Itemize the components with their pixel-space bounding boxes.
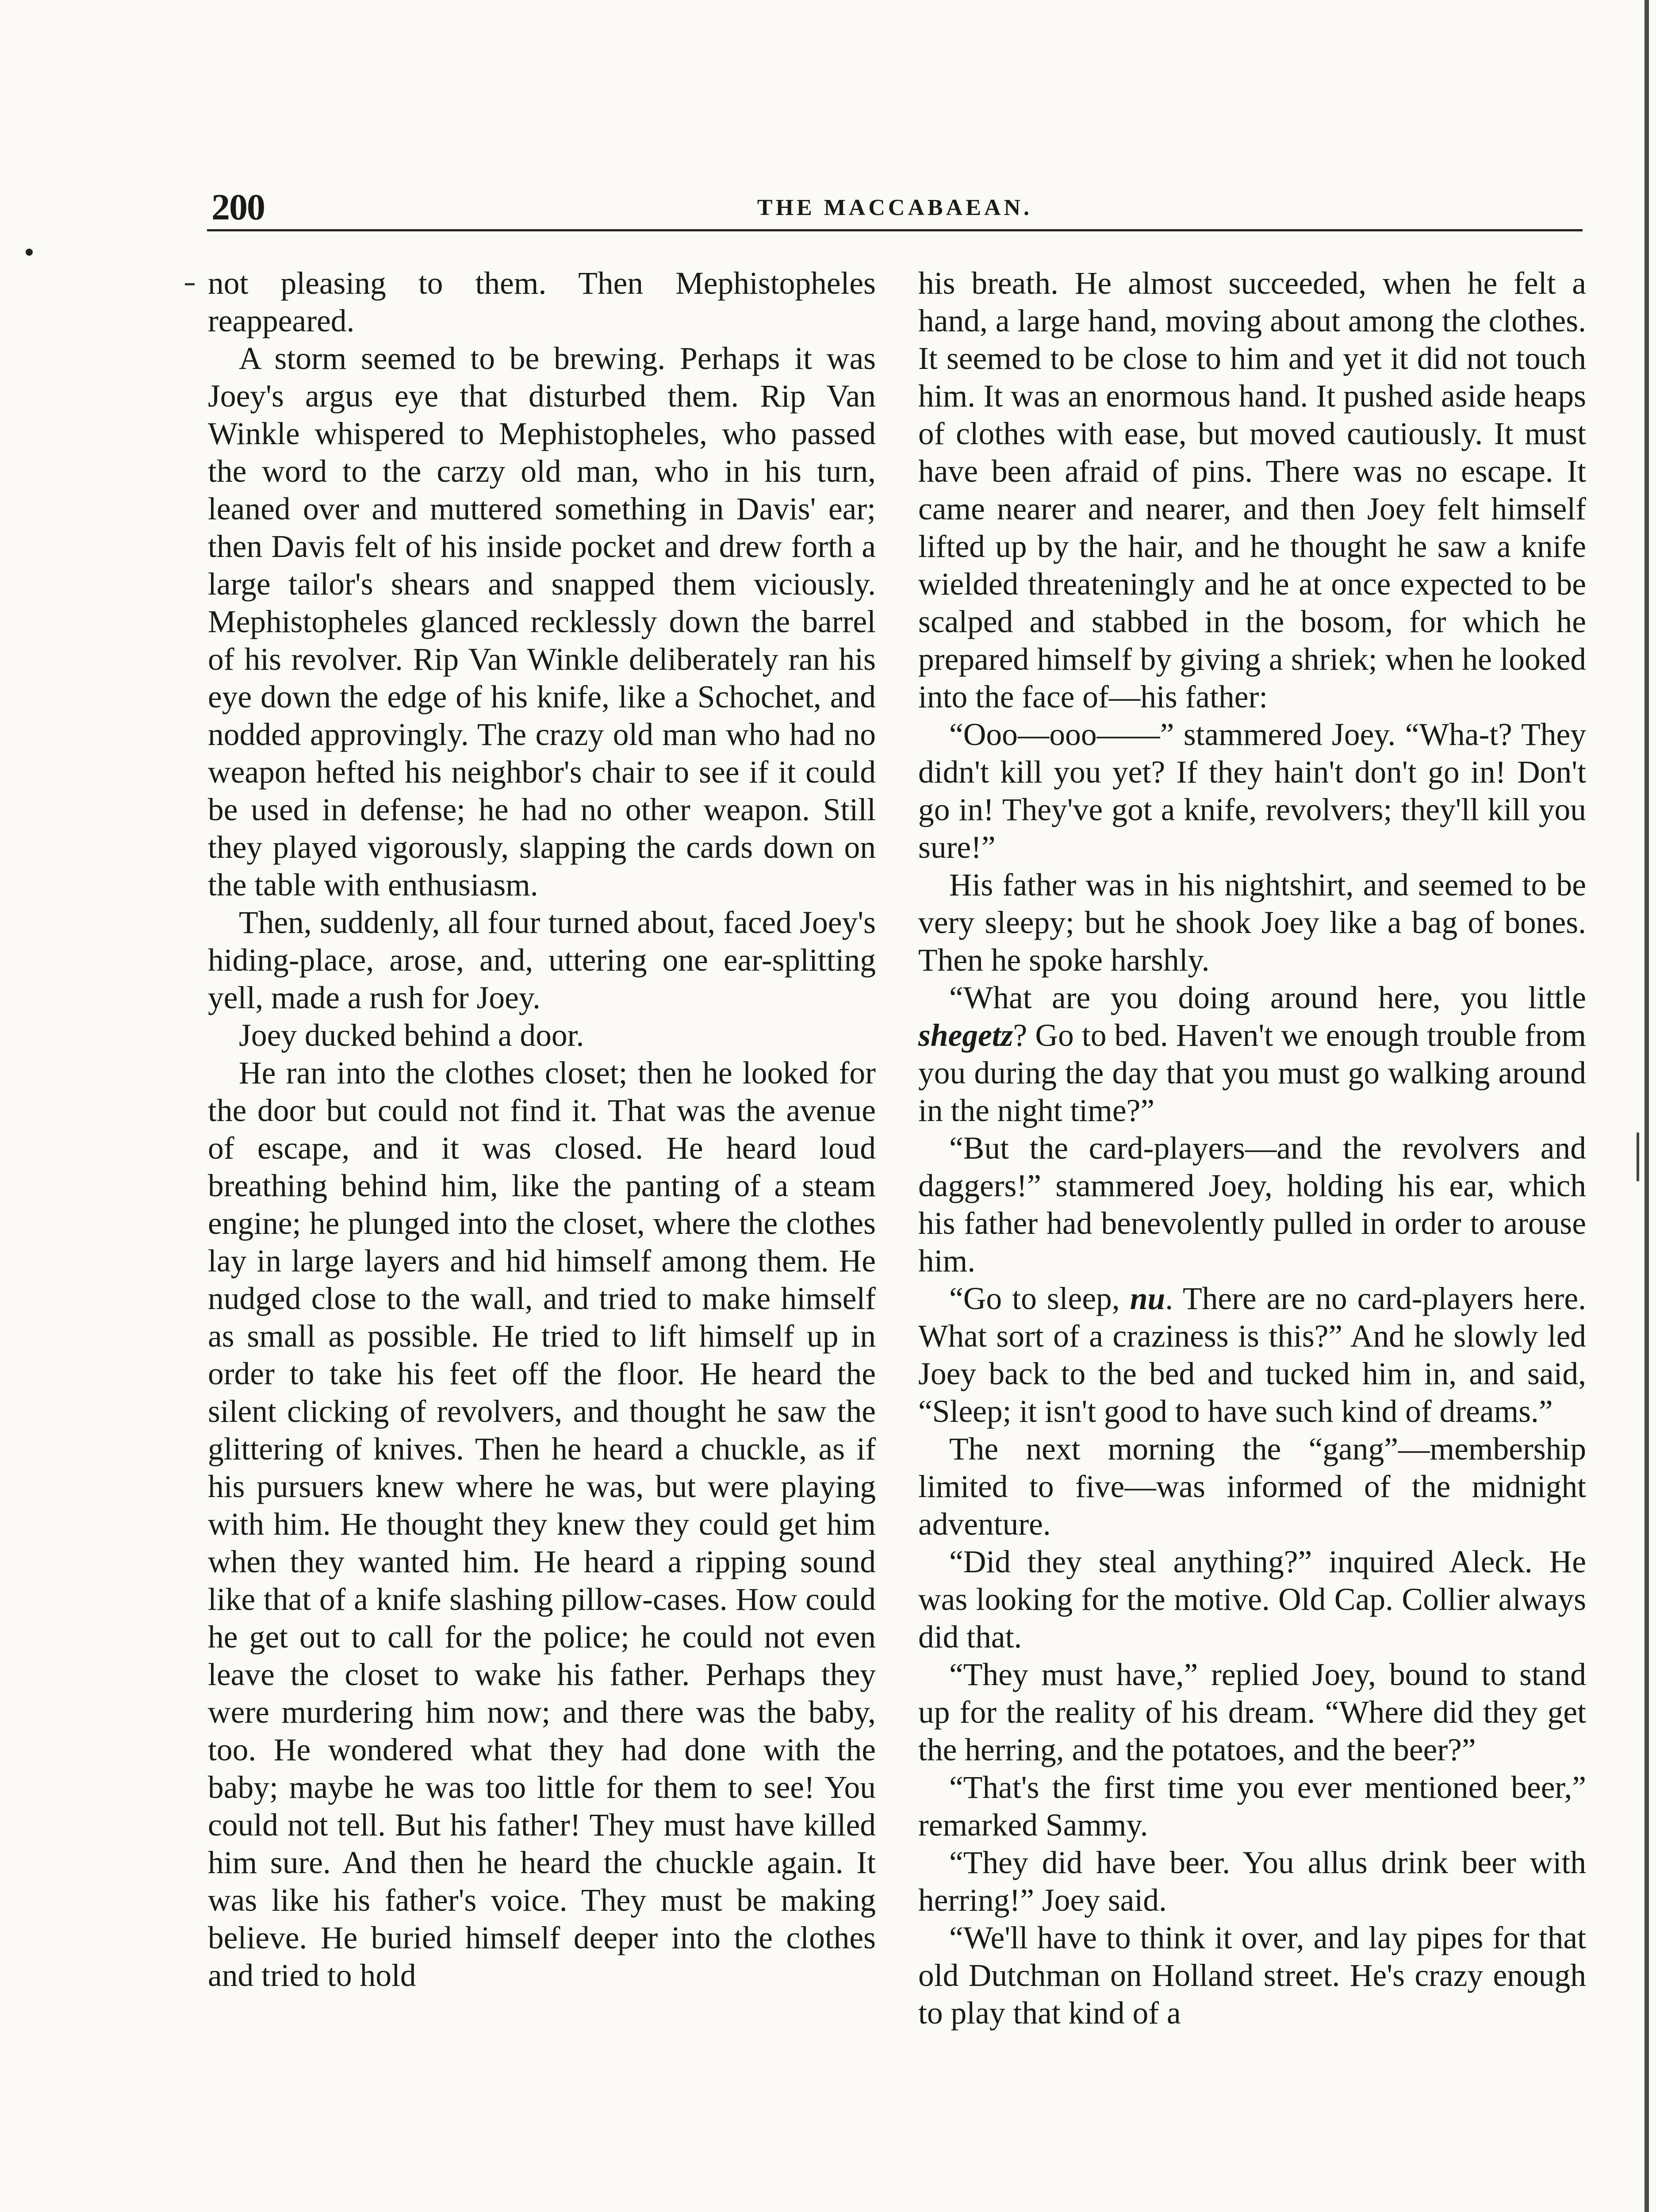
paragraph: “But the card-players—and the revolvers and daggers!” stammered Joey, holding his ear, which his father had benevolently pulled in order to arouse him. xyxy=(918,1131,1586,1279)
paragraph: “We'll have to think it over, and lay pipes for that old Dutchman on Holland street. He's crazy enough to play that kind of a xyxy=(918,1920,1586,2031)
paragraph: “Did they steal anything?” inquired Aleck. He was looking for the motive. Old Cap. Collier always did that. xyxy=(918,1544,1586,1655)
paragraph: The next morning the “gang”—membership limited to five—was informed of the midnight adventure. xyxy=(918,1432,1586,1542)
paragraph-text: . There are no card-players here. What sort of a craziness is this?” And he slowly led Joey back to the bed and tucked him in, and said, “Sleep; it isn't good to have such kind of dreams.” xyxy=(918,1281,1586,1429)
paragraph-text: ? Go to bed. Haven't we enough trouble from you during the day that you must go walking around in the night time?” xyxy=(918,1018,1586,1128)
paragraph: Joey ducked behind a door. xyxy=(239,1018,584,1053)
header-rule xyxy=(207,229,1583,231)
paragraph: “They did have beer. You allus drink beer with herring!” Joey said. xyxy=(918,1845,1586,1918)
paragraph-text: “What are you doing around here, you little xyxy=(949,980,1586,1015)
margin-mark xyxy=(26,249,33,256)
running-head: THE MACCABAEAN. xyxy=(757,195,1033,220)
paragraph xyxy=(918,1280,1586,1430)
paragraph-text: “Go to sleep, xyxy=(949,1281,1130,1316)
paragraph: “They must have,” replied Joey, bound to stand up for the reality of his dream. “Where did they get the herring, and the potatoes, and the beer?” xyxy=(918,1657,1586,1767)
page-edge-mark xyxy=(1637,1133,1639,1181)
page-number: 200 xyxy=(211,187,264,228)
page-edge-line xyxy=(1644,0,1649,2212)
italic-word: shegetz xyxy=(918,1018,1013,1053)
paragraph: Then, suddenly, all four turned about, faced Joey's hiding-place, arose, and, uttering one ear-splitting yell, made a rush for Joey. xyxy=(208,905,876,1015)
italic-word: nu xyxy=(1130,1281,1165,1316)
paragraph: his breath. He almost succeeded, when he felt a hand, a large hand, moving about among the clothes. It seemed to be close to him and yet it did not touch him. It was an enormous hand. It pushed aside heaps of clothes with ease, but moved cautiously. It must have been afraid of pins. There was no escape. It came nearer and nearer, and then Joey felt himself lifted up by the hair, and he thought he saw a knife wielded threateningly and he at once expected to be scalped and stabbed in the bosom, for which he prepared himself by giving a shriek; when he looked into the face of—his father: xyxy=(918,266,1586,714)
paragraph: His father was in his nightshirt, and seemed to be very sleepy; but he shook Joey like a bag of bones. Then he spoke harshly. xyxy=(918,868,1586,978)
right-column xyxy=(918,265,1586,2032)
paragraph: He ran into the clothes closet; then he looked for the door but could not find it. That was the avenue of escape, and it was closed. He heard loud breathing behind him, like the panting of a steam engine; he plunged into the closet, where the clothes lay in large layers and hid himself among them. He nudged close to the wall, and tried to make himself as small as possible. He tried to lift himself up in order to take his feet off the floor. He heard the silent clicking of revolvers, and thought he saw the glittering of knives. Then he heard a chuckle, as if his pursuers knew where he was, but were playing with him. He thought they knew they could get him when they wanted him. He heard a ripping sound like that of a knife slashing pillow-cases. How could he get out to call for the police; he could not even leave the closet to wake his father. Perhaps they were murdering him now; and there was the baby, too. He wondered what they had done with the baby; maybe he was too little for them to see! You could not tell. But his father! They must have killed him sure. And then he heard the chuckle again. It was like his father's voice. They must be making believe. He buried himself deeper into the clothes and tried to hold xyxy=(208,1056,876,1993)
paragraph: A storm seemed to be brewing. Perhaps it was Joey's argus eye that disturbed them. Rip Van Winkle whispered to Mephistopheles, who passed the word to the carzy old man, who in his turn, leaned over and muttered something in Davis' ear; then Davis felt of his inside pocket and drew forth a large tailor's shears and snapped them viciously. Mephistopheles glanced recklessly down the barrel of his revolver. Rip Van Winkle deliberately ran his eye down the edge of his knife, like a Schochet, and nodded approvingly. The crazy old man who had no weapon hefted his neighbor's chair to see if it could be used in defense; he had no other weapon. Still they played vigorously, slapping the cards down on the table with enthusiasm. xyxy=(208,341,876,902)
paragraph: not pleasing to them. Then Mephistopheles reappeared. xyxy=(208,266,876,338)
paragraph xyxy=(918,979,1586,1129)
left-column xyxy=(208,265,876,1994)
margin-dash xyxy=(185,283,195,285)
page-header xyxy=(207,186,1583,230)
paragraph: “That's the first time you ever mentioned beer,” remarked Sammy. xyxy=(918,1770,1586,1843)
paragraph: “Ooo—ooo——” stammered Joey. “Wha-t? They didn't kill you yet? If they hain't don't go in! Don't go in! They've got a knife, revolvers; they'll kill you sure!” xyxy=(918,717,1586,865)
